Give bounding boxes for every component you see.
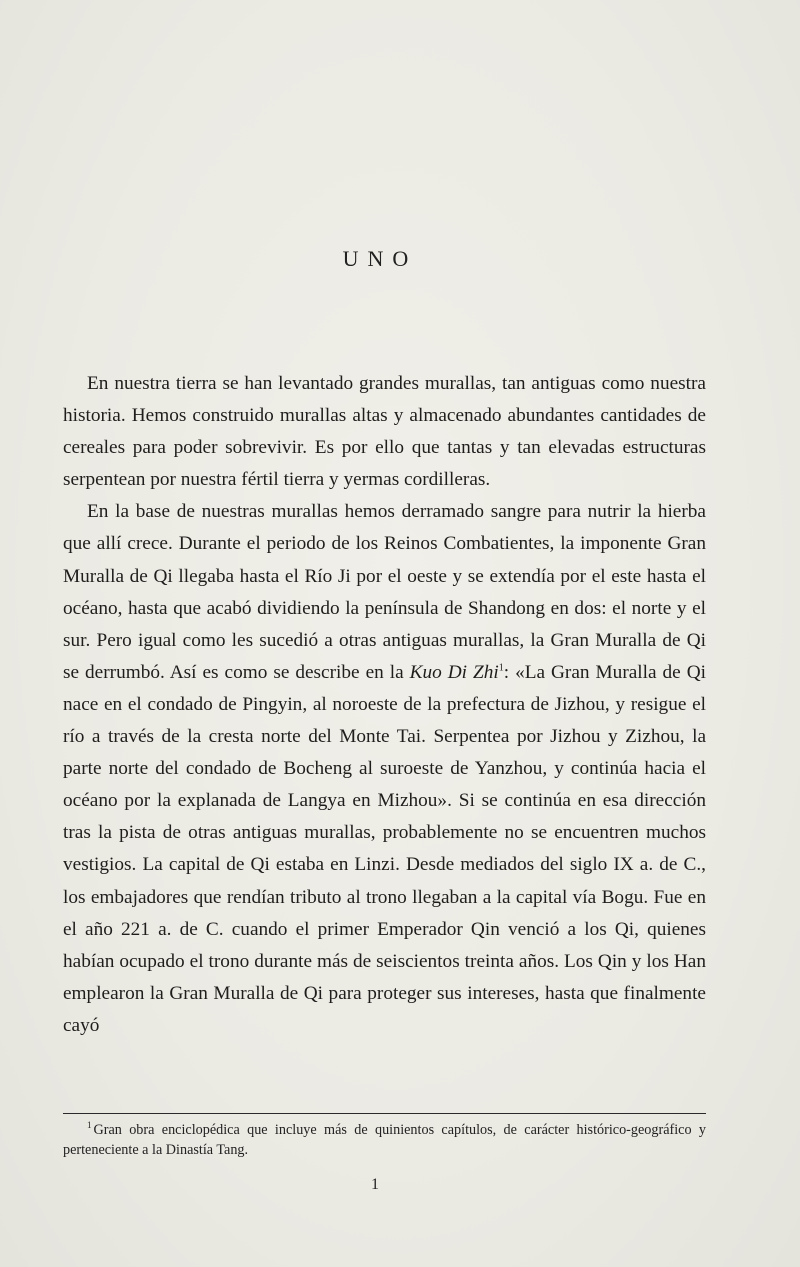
work-title-italic: Kuo Di Zhi xyxy=(409,661,499,683)
paragraph-2-before: En la base de nuestras murallas hemos derramado sangre para nutrir la hierba que allí crece. Durante el periodo de los Reinos Combatientes, la imponente Gran Muralla de Qi llegaba hasta el Río Ji por el oeste y se extendía por el este hasta el océano, hasta que acabó dividiendo la península de Shandong en dos: el norte y el sur. Pero igual como les sucedió a otras antiguas murallas, la Gran Muralla de Qi se derrumbó. Así es como se describe en la xyxy=(63,501,706,683)
footnote-divider xyxy=(63,1113,706,1114)
footnote-number: 1 xyxy=(87,1120,92,1131)
footnote-text: Gran obra enciclopédica que incluye más de quinientos capítulos, de carácter histórico-geográfico y perteneciente a la Dinastía Tang. xyxy=(63,1122,706,1158)
body-text xyxy=(63,368,706,1042)
paragraph-2-after: : «La Gran Muralla de Qi nace en el condado de Pingyin, al noroeste de la prefectura de Jizhou, y resigue el río a través de la cresta norte del Monte Tai. Serpentea por Jizhou y Zizhou, la parte norte del condado de Bocheng al suroeste de Yanzhou, y continúa hacia el océano por la explanada de Langya en Mizhou». Si se continúa en esa dirección tras la pista de otras antiguas murallas, probablemente no se encuentren muchos vestigios. La capital de Qi estaba en Linzi. Desde mediados del siglo IX a. de C., los embajadores que rendían tributo al trono llegaban a la capital vía Bogu. Fue en el año 221 a. de C. cuando el primer Emperador Qin venció a los Qi, quienes habían ocupado el trono durante más de seiscientos treinta años. Los Qin y los Han emplearon la Gran Muralla de Qi para proteger sus intereses, hasta que finalmente cayó xyxy=(63,661,706,1036)
footnote xyxy=(63,1120,706,1160)
chapter-title: UNO xyxy=(342,246,418,271)
paragraph-1: En nuestra tierra se han levantado grandes murallas, tan antiguas como nuestra historia. Hemos construido murallas altas y almacenado abundantes cantidades de cereales para poder sobrevivir. Es por ello que tantas y tan elevadas estructuras serpentean por nuestra fértil tierra y yermas cordilleras. xyxy=(63,373,706,491)
footnote-reference: 1 xyxy=(498,662,504,674)
page-number: 1 xyxy=(371,1176,379,1193)
paragraph-2 xyxy=(63,496,706,1042)
